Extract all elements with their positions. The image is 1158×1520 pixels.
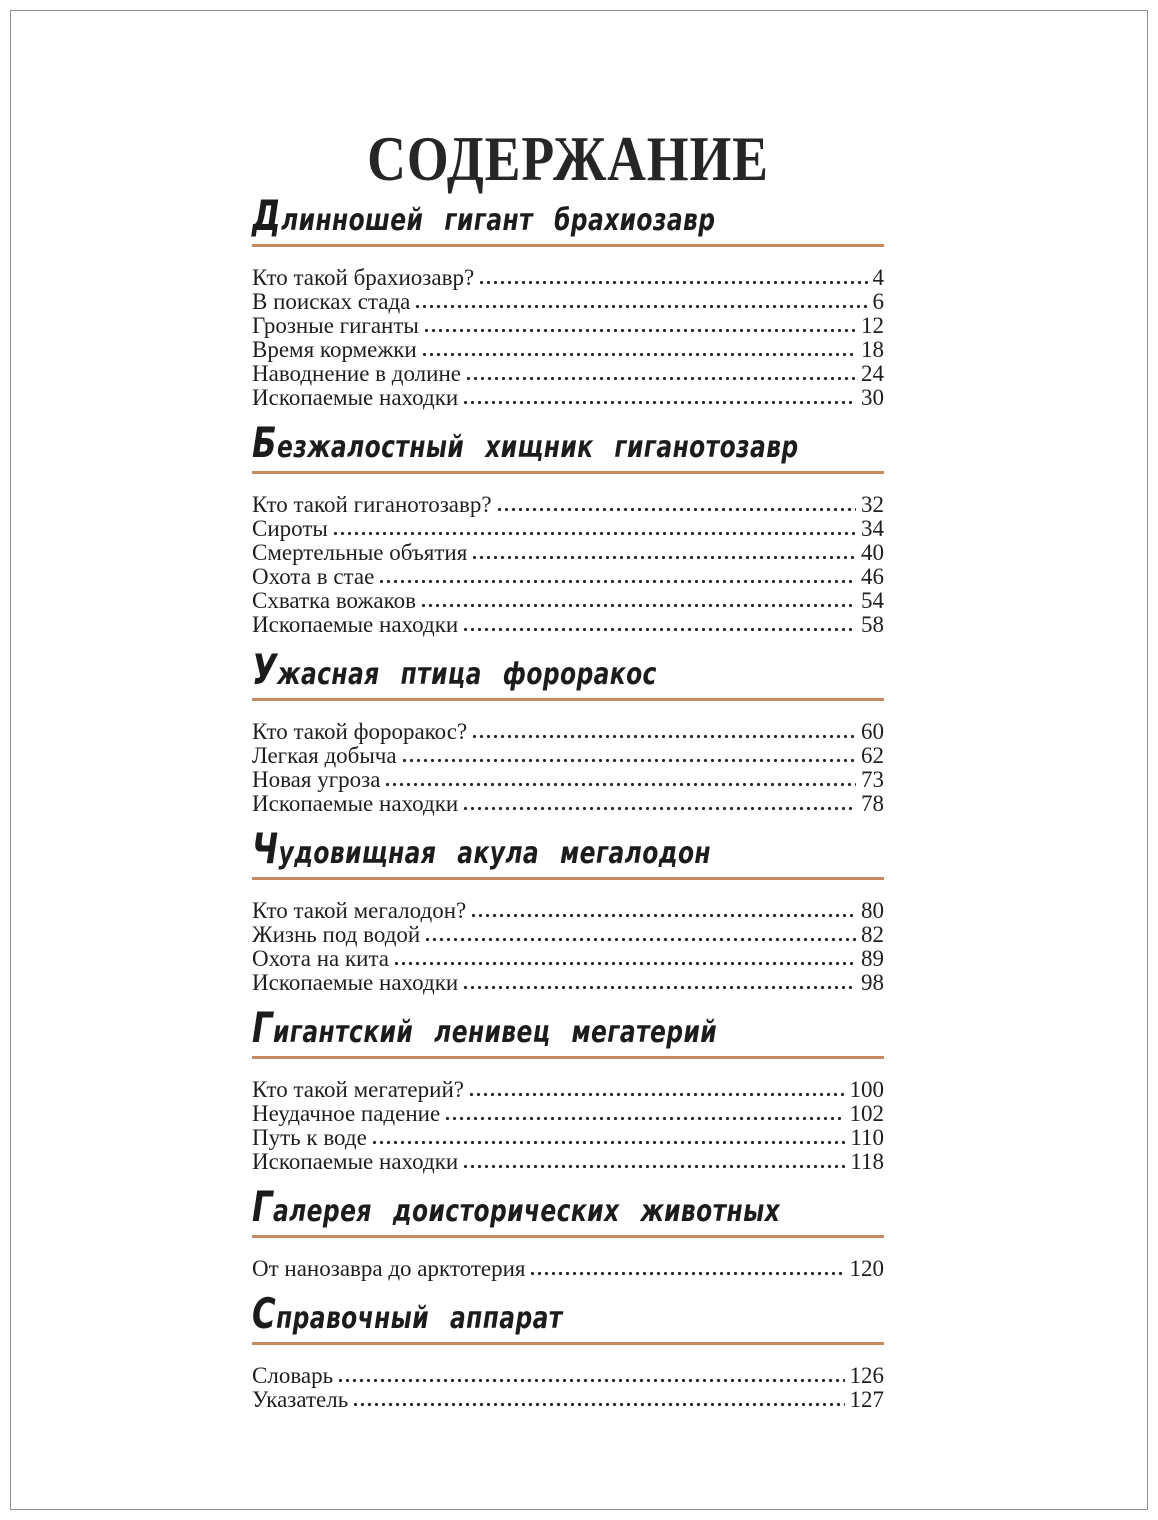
toc-entry-row — [252, 338, 884, 362]
toc-entry-label: Смертельные объятия — [252, 540, 468, 565]
toc-entry-page-number: 73 — [861, 767, 884, 792]
section-heading: Галерея доисторических животных — [252, 1183, 781, 1231]
toc-entry-page-number: 24 — [861, 361, 884, 386]
toc-entry-row — [252, 923, 884, 947]
section-underline — [252, 244, 884, 247]
toc-entry-row — [252, 517, 884, 541]
toc-entry-row — [252, 1102, 884, 1126]
toc-entry-label: Словарь — [252, 1363, 334, 1388]
toc-entry-row — [252, 1364, 884, 1388]
dotted-leader — [471, 555, 856, 560]
section-entries — [252, 1257, 884, 1281]
dotted-leader — [468, 1092, 845, 1097]
toc-section — [252, 1004, 884, 1174]
toc-entry-label: Кто такой мегатерий? — [252, 1077, 464, 1102]
toc-entry-page-number: 40 — [861, 540, 884, 565]
toc-entry-row — [252, 720, 884, 744]
toc-entry-page-number: 46 — [861, 564, 884, 589]
toc-entry-page-number: 78 — [861, 791, 884, 816]
dotted-leader — [496, 507, 856, 512]
toc-entry-page-number: 80 — [861, 898, 884, 923]
toc-entry-row — [252, 362, 884, 386]
dotted-leader — [371, 1140, 846, 1145]
toc-entry-label: Ископаемые находки — [252, 1149, 459, 1174]
section-entries — [252, 899, 884, 995]
toc-entry-row — [252, 1257, 884, 1281]
toc-entry-row — [252, 565, 884, 589]
section-heading: Справочный аппарат — [252, 1290, 563, 1338]
toc-entry-row — [252, 266, 884, 290]
dotted-leader — [478, 280, 867, 285]
section-heading: Чудовищная акула мегалодон — [252, 825, 711, 873]
toc-entry-label: Охота на кита — [252, 946, 390, 971]
toc-entry-page-number: 6 — [872, 289, 884, 314]
dotted-leader — [424, 937, 856, 942]
toc-entry-row — [252, 947, 884, 971]
toc-entry-page-number: 58 — [861, 612, 884, 637]
toc-entry-page-number: 60 — [861, 719, 884, 744]
toc-entry-label: В поисках стада — [252, 289, 411, 314]
toc-entry-label: Легкая добыча — [252, 743, 397, 768]
toc-entry-row — [252, 792, 884, 816]
toc-entry-page-number: 18 — [861, 337, 884, 362]
toc-entry-page-number: 127 — [849, 1387, 884, 1412]
toc-entry-row — [252, 493, 884, 517]
toc-entry-label: Кто такой мегалодон? — [252, 898, 467, 923]
toc-entry-page-number: 98 — [861, 970, 884, 995]
toc-entry-label: Ископаемые находки — [252, 385, 459, 410]
dotted-leader — [470, 913, 856, 918]
toc-entry-page-number: 102 — [849, 1101, 884, 1126]
dotted-leader — [414, 304, 867, 309]
toc-section — [252, 419, 884, 637]
toc-entry-label: Ископаемые находки — [252, 970, 459, 995]
section-entries — [252, 493, 884, 637]
toc-entry-page-number: 62 — [861, 743, 884, 768]
toc-entry-label: Новая угроза — [252, 767, 381, 792]
dotted-leader — [462, 985, 856, 990]
toc-entry-label: Кто такой гиганотозавр? — [252, 492, 492, 517]
section-heading: Длинношей гигант брахиозавр — [252, 192, 716, 240]
toc-entry-label: Ископаемые находки — [252, 791, 459, 816]
toc-entry-page-number: 12 — [861, 313, 884, 338]
section-entries — [252, 720, 884, 816]
toc-entry-page-number: 30 — [861, 385, 884, 410]
section-underline — [252, 1056, 884, 1059]
section-underline — [252, 1235, 884, 1238]
toc-entry-row — [252, 541, 884, 565]
toc-entry-page-number: 82 — [861, 922, 884, 947]
toc-entry-page-number: 4 — [872, 265, 884, 290]
toc-entry-row — [252, 290, 884, 314]
toc-entry-page-number: 110 — [850, 1125, 884, 1150]
toc-entry-row — [252, 314, 884, 338]
toc-entry-row — [252, 1126, 884, 1150]
toc-entry-page-number: 34 — [861, 516, 884, 541]
toc-entry-page-number: 100 — [849, 1077, 884, 1102]
toc-entry-page-number: 126 — [849, 1363, 884, 1388]
dotted-leader — [462, 627, 856, 632]
toc-content — [252, 0, 884, 1412]
section-underline — [252, 471, 884, 474]
toc-entry-page-number: 120 — [849, 1256, 884, 1281]
toc-entry-page-number: 54 — [861, 588, 884, 613]
toc-section — [252, 825, 884, 995]
dotted-leader — [462, 806, 856, 811]
dotted-leader — [465, 376, 856, 381]
toc-entry-page-number: 32 — [861, 492, 884, 517]
toc-entry-row — [252, 1078, 884, 1102]
toc-section — [252, 1290, 884, 1412]
toc-entry-label: Схватка вожаков — [252, 588, 416, 613]
toc — [252, 192, 884, 1412]
toc-entry-label: Охота в стае — [252, 564, 375, 589]
toc-section — [252, 646, 884, 816]
toc-entry-label: Путь к воде — [252, 1125, 367, 1150]
toc-entry-row — [252, 899, 884, 923]
section-entries — [252, 1078, 884, 1174]
toc-entry-label: От нанозавра до арктотерия — [252, 1256, 526, 1281]
section-entries — [252, 266, 884, 410]
toc-entry-page-number: 118 — [850, 1149, 884, 1174]
dotted-leader — [401, 758, 856, 763]
dotted-leader — [337, 1378, 844, 1383]
dotted-leader — [423, 328, 856, 333]
section-underline — [252, 698, 884, 701]
dotted-leader — [332, 531, 856, 536]
dotted-leader — [462, 1164, 845, 1169]
dotted-leader — [384, 782, 856, 787]
toc-entry-label: Ископаемые находки — [252, 612, 459, 637]
dotted-leader — [393, 961, 856, 966]
section-heading: Ужасная птица фороракос — [252, 646, 657, 694]
toc-section — [252, 1183, 884, 1281]
toc-entry-row — [252, 1388, 884, 1412]
dotted-leader — [471, 734, 856, 739]
dotted-leader — [420, 603, 856, 608]
toc-entry-label: Кто такой брахиозавр? — [252, 265, 475, 290]
toc-entry-row — [252, 744, 884, 768]
dotted-leader — [421, 352, 856, 357]
toc-entry-label: Грозные гиганты — [252, 313, 419, 338]
dotted-leader — [444, 1116, 844, 1121]
toc-entry-page-number: 89 — [861, 946, 884, 971]
dotted-leader — [529, 1271, 844, 1276]
dotted-leader — [378, 579, 856, 584]
page-title: СОДЕРЖАНИЕ — [367, 123, 769, 194]
toc-entry-label: Указатель — [252, 1387, 349, 1412]
toc-entry-row — [252, 971, 884, 995]
toc-section — [252, 192, 884, 410]
toc-entry-label: Наводнение в долине — [252, 361, 461, 386]
dotted-leader — [462, 400, 856, 405]
toc-entry-label: Сироты — [252, 516, 328, 541]
toc-entry-row — [252, 768, 884, 792]
toc-entry-label: Неудачное падение — [252, 1101, 441, 1126]
toc-entry-row — [252, 386, 884, 410]
toc-entry-row — [252, 589, 884, 613]
section-heading: Гигантский ленивец мегатерий — [252, 1004, 718, 1052]
toc-entry-label: Кто такой фороракос? — [252, 719, 468, 744]
toc-entry-row — [252, 1150, 884, 1174]
toc-entry-row — [252, 613, 884, 637]
section-heading: Безжалостный хищник гиганотозавр — [252, 419, 799, 467]
section-underline — [252, 1342, 884, 1345]
section-underline — [252, 877, 884, 880]
dotted-leader — [352, 1402, 844, 1407]
section-entries — [252, 1364, 884, 1412]
toc-entry-label: Время кормежки — [252, 337, 417, 362]
toc-entry-label: Жизнь под водой — [252, 922, 421, 947]
